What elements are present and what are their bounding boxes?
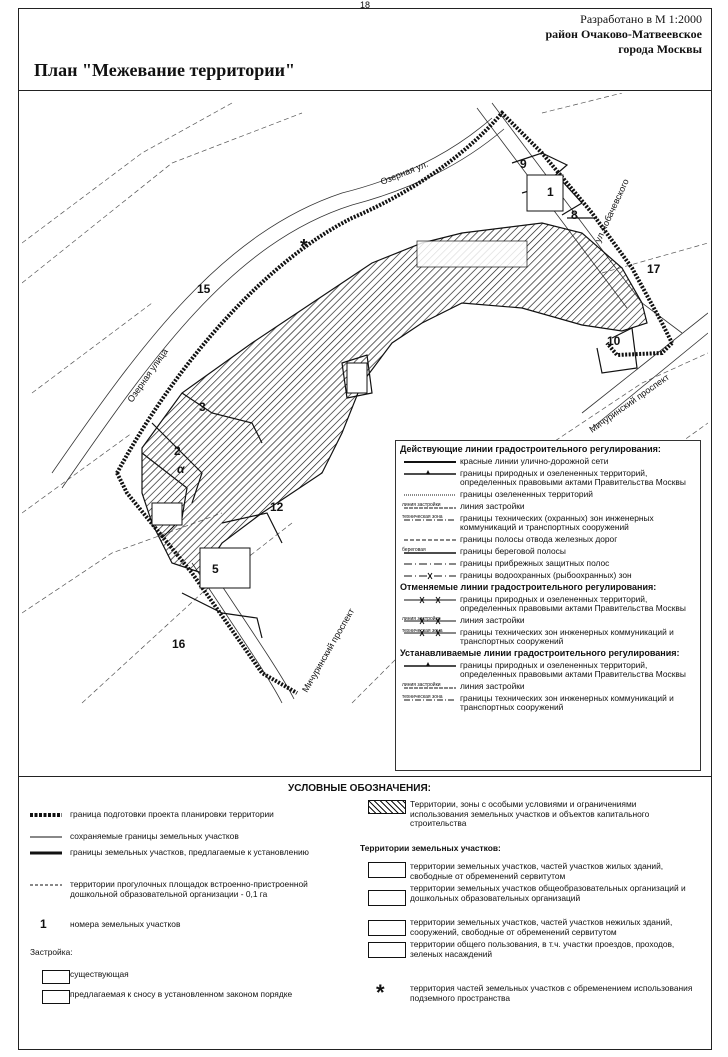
legend-item-existing	[26, 970, 326, 982]
legend-symbol-label: техническая зона	[402, 513, 443, 520]
legend-line-text: границы водоохранных (рыбоохранных) зон	[460, 569, 632, 580]
map-legend-row	[400, 514, 696, 533]
legend-line-text: границы технических зон инженерных коммуникаций и транспортных сооружений	[460, 626, 674, 647]
map-legend-row	[400, 682, 696, 692]
legend-item-hatch	[366, 800, 696, 829]
legend-line-symbol	[400, 616, 460, 626]
legend-item-boundary	[26, 810, 326, 822]
legend-text: граница подготовки проекта планировки территории	[70, 809, 274, 819]
map-legend-row	[400, 469, 696, 488]
legend-text: границы земельных участков, предлагаемые к установлению	[70, 847, 309, 857]
map-legend-row	[400, 694, 696, 713]
street-label-lobachevskogo: ул.Лобачевского	[592, 177, 631, 244]
legend-item-public	[366, 940, 696, 959]
parcel-number: 8	[571, 208, 578, 222]
legend-item-underground	[366, 980, 696, 1005]
map-legend-row	[400, 490, 696, 500]
legend-line-symbol	[400, 490, 460, 500]
legend-line-text: линия застройки	[460, 500, 525, 511]
parcels-title: Территории земельных участков:	[360, 843, 501, 853]
map-legend-row	[400, 535, 696, 545]
legend-line-text: границы природных и озелененных территорий, определенных правовыми актами Правительства Москвы	[460, 467, 686, 488]
parcel-letter: α	[177, 462, 185, 476]
legend-symbol-label: линия застройки	[402, 615, 441, 622]
street-label-michurinsky-1: Мичуринский проспект	[587, 371, 672, 435]
map-legend-row	[400, 457, 696, 467]
legend-text: сохраняемые границы земельных участков	[70, 831, 239, 841]
legend-text: Территории, зоны с особыми условиями и ограничениями использования земельных участков и объектов капитального строительства	[410, 799, 650, 829]
credits-block	[545, 12, 702, 57]
legend-line-text: границы озелененных территорий	[460, 488, 593, 499]
legend-symbol-label: береговая	[402, 546, 426, 553]
symbols-legend	[26, 784, 706, 1039]
legend-text: территории земельных участков общеобразовательных организаций и дошкольных образовательных организаций	[410, 883, 686, 903]
legend-text: предлагаемая к сносу в установленном законом порядке	[70, 989, 293, 999]
legend-item-education	[366, 884, 696, 903]
parcel-number: 9	[520, 157, 527, 171]
legend-line-symbol	[400, 682, 460, 692]
legend-line-symbol	[400, 457, 460, 467]
legend-line-symbol	[400, 502, 460, 512]
map-legend-row	[400, 559, 696, 569]
map-legend-row	[400, 502, 696, 512]
title-divider	[18, 90, 712, 91]
legend-line-text: линия застройки	[460, 614, 525, 625]
legend-text: территории земельных участков, частей участков жилых зданий, свободные от обременений сервитутом	[410, 861, 664, 881]
parcel-number: 10	[607, 334, 621, 348]
legend-line-symbol	[400, 535, 460, 545]
map-legend-row	[400, 571, 696, 581]
map-legend	[395, 440, 701, 771]
legend-line-text: линия застройки	[460, 680, 525, 691]
legend-line-symbol	[400, 469, 460, 479]
legend-section-current: Действующие линии градостроительного регулирования:	[400, 444, 661, 454]
map-legend-row	[400, 661, 696, 680]
legend-line-symbol	[400, 661, 460, 671]
number-sample: 1	[40, 917, 47, 931]
legend-item-demolish	[26, 990, 326, 1002]
parcel-number: 5	[212, 562, 219, 576]
legend-title: УСЛОВНЫЕ ОБОЗНАЧЕНИЯ:	[288, 783, 431, 794]
legend-line-text: границы прибрежных защитных полос	[460, 557, 610, 568]
legend-line-symbol	[400, 694, 460, 704]
legend-line-symbol	[400, 628, 460, 638]
parcel-number: 17	[647, 262, 661, 276]
legend-line-text: границы полосы отвода железных дорог	[460, 533, 618, 544]
legend-line-symbol	[400, 595, 460, 605]
legend-item-playground	[26, 880, 326, 899]
legend-line-symbol	[400, 571, 460, 581]
street-label-michurinsky-2: Мичуринский проспект	[300, 606, 357, 694]
legend-line-text: границы природных и озелененных территорий, определенных правовыми актами Правительства Москвы	[460, 659, 686, 680]
legend-symbol-label: линия застройки	[402, 681, 441, 688]
map-legend-row	[400, 628, 696, 647]
star-marker: *	[300, 236, 308, 258]
legend-line-symbol	[400, 547, 460, 557]
legend-line-text: границы природных и озелененных территорий, определенных правовыми актами Правительства Москвы	[460, 593, 686, 614]
legend-item-residential	[366, 862, 696, 881]
legend-item-kept	[26, 832, 326, 844]
page-number: 18	[360, 0, 371, 10]
legend-symbol-label: техническая зона	[402, 693, 443, 700]
legend-symbol-label: техническая зона	[402, 627, 443, 634]
legend-divider	[18, 776, 712, 777]
legend-text: территория частей земельных участков с обременением использования подземного пространства	[410, 983, 693, 1003]
map-legend-row	[400, 547, 696, 557]
legend-item-nonresidential	[366, 918, 696, 937]
legend-section-established: Устанавливаемые линии градостроительного регулирования:	[400, 647, 680, 658]
legend-section-cancelled: Отменяемые линии градостроительного регулирования:	[400, 581, 657, 592]
street-label-ozernaya-ulitsa: Озерная улица	[125, 346, 170, 405]
legend-line-symbol	[400, 559, 460, 569]
city-text: города Москвы	[618, 42, 702, 56]
star-icon: *	[376, 980, 385, 1005]
legend-line-text: границы технических (охранных) зон инженерных коммуникаций и транспортных сооружений	[460, 512, 654, 533]
legend-item-number	[26, 917, 326, 932]
parcel-number: 1	[547, 185, 554, 199]
legend-line-symbol	[400, 514, 460, 524]
map-legend-row	[400, 616, 696, 626]
legend-text: территории общего пользования, в т.ч. участки проездов, проходов, зеленых насаждений	[410, 939, 675, 959]
legend-text: существующая	[70, 969, 129, 979]
parcel-number: 2	[174, 444, 181, 458]
legend-item-proposed	[26, 848, 326, 860]
plan-title: План "Межевание территории"	[34, 60, 296, 80]
parcel-number: 15	[197, 282, 211, 296]
legend-text: номера земельных участков	[70, 919, 181, 929]
district-text: район Очаково-Матвеевское	[545, 27, 702, 41]
legend-symbol-label: линия застройки	[402, 501, 441, 508]
parcel-number: 3	[199, 400, 206, 414]
legend-line-text: красные линии улично-дорожной сети	[460, 455, 609, 466]
parcel-number: 12	[270, 500, 284, 514]
legend-text: территории земельных участков, частей участков нежилых зданий, сооружений, свободные от обременений сервитутом	[410, 917, 673, 937]
legend-line-text: границы береговой полосы	[460, 545, 566, 556]
legend-line-text: границы технических зон инженерных коммуникаций и транспортных сооружений	[460, 692, 674, 713]
legend-text: территории прогулочных площадок встроенно-пристроенной дошкольной образовательной организации - 0,1 га	[70, 879, 308, 899]
zastroika-title: Застройка:	[30, 947, 73, 957]
map-legend-row	[400, 595, 696, 614]
scale-text: Разработано в М 1:2000	[580, 12, 702, 26]
parcel-number: 16	[172, 637, 186, 651]
street-label-ozernaya: Озерная ул.	[379, 158, 430, 187]
